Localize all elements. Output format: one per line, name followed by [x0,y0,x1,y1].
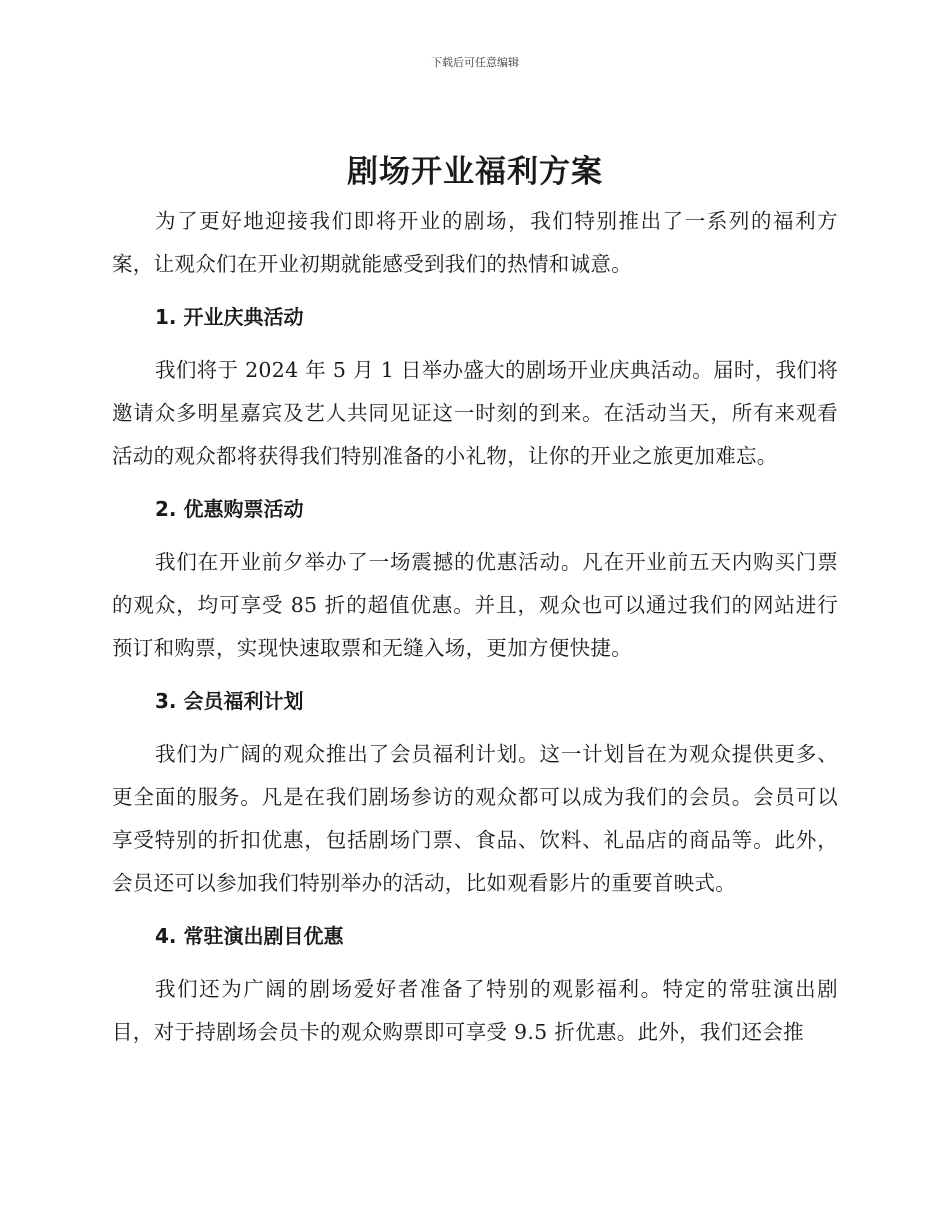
section-membership [112,680,838,905]
document-title: 剧场开业福利方案 [347,154,603,190]
section-opening-ceremony [112,296,838,478]
section-ticket-discount [112,488,838,670]
section-heading: 3. 会员福利计划 [155,689,304,713]
section-heading: 2. 优惠购票活动 [155,497,304,521]
section-paragraph: 我们为广阔的观众推出了会员福利计划。这一计划旨在为观众提供更多、更全面的服务。凡是在我们剧场参访的观众都可以成为我们的会员。会员可以享受特别的折扣优惠，包括剧场门票、食品、饮料、礼品店的商品等。此外，会员还可以参加我们特别举办的活动，比如观看影片的重要首映式。 [112,742,838,895]
section-heading: 4. 常驻演出剧目优惠 [155,924,344,948]
section-paragraph: 我们在开业前夕举办了一场震撼的优惠活动。凡在开业前五天内购买门票的观众，均可享受 85 折的超值优惠。并且，观众也可以通过我们的网站进行预订和购票，实现快速取票和无缝入场，更加方便快捷。 [112,550,838,660]
header-note: 下载后可任意编辑 [431,56,519,69]
intro-paragraph: 为了更好地迎接我们即将开业的剧场，我们特别推出了一系列的福利方案，让观众们在开业初期就能感受到我们的热情和诚意。 [112,209,838,276]
section-resident-shows [112,915,838,1054]
section-paragraph: 我们还为广阔的剧场爱好者准备了特别的观影福利。特定的常驻演出剧目，对于持剧场会员卡的观众购票即可享受 9.5 折优惠。此外，我们还会推 [112,977,838,1044]
document-body [112,148,838,1054]
section-heading: 1. 开业庆典活动 [155,305,304,329]
section-paragraph: 我们将于 2024 年 5 月 1 日举办盛大的剧场开业庆典活动。届时，我们将邀请众多明星嘉宾及艺人共同见证这一时刻的到来。在活动当天，所有来观看活动的观众都将获得我们特别准备的小礼物，让你的开业之旅更加难忘。 [112,358,838,468]
